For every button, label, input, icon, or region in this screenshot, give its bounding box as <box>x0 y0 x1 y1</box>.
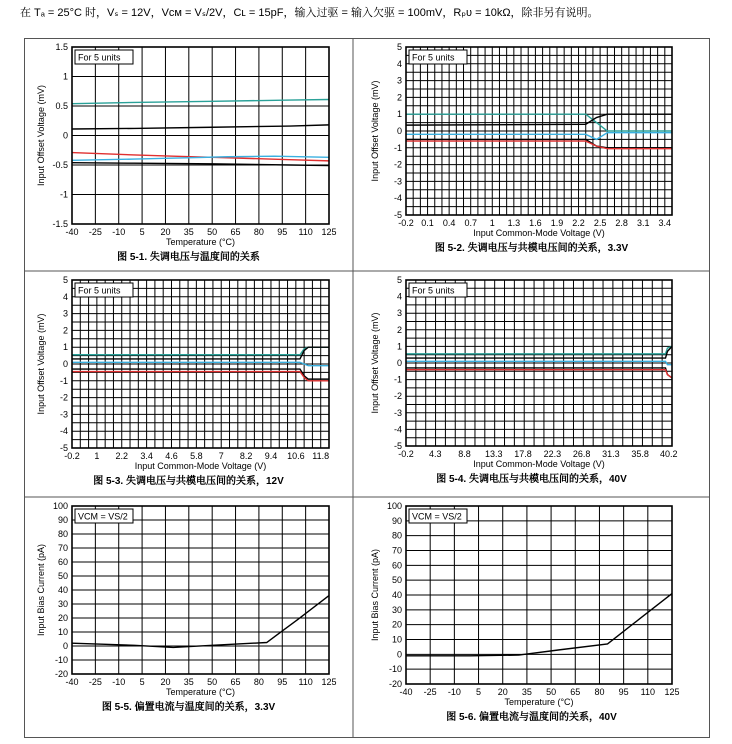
y-tick-label: 3 <box>396 308 402 319</box>
x-tick-label: 5 <box>139 677 145 687</box>
x-tick-label: 3.4 <box>140 451 153 461</box>
legend-note: For 5 units <box>412 52 455 63</box>
x-tick-label: 1 <box>489 218 495 228</box>
x-tick-label: 7 <box>218 451 224 461</box>
y-axis-title: Input Offset Voltage (mV) <box>36 313 46 415</box>
y-tick-label: 4 <box>62 291 68 302</box>
y-tick-label: 0.5 <box>55 101 68 111</box>
x-tick-label: 1.3 <box>507 218 521 228</box>
x-tick-label: 125 <box>664 687 680 697</box>
y-tick-label: -1.5 <box>52 219 68 229</box>
x-tick-label: 22.3 <box>543 449 562 459</box>
x-tick-label: 3.1 <box>636 218 650 228</box>
x-tick-label: 80 <box>253 227 264 237</box>
y-tick-label: -1 <box>393 142 402 153</box>
x-tick-label: 4.6 <box>165 451 178 461</box>
y-tick-label: 50 <box>391 575 402 586</box>
y-tick-label: -3 <box>59 409 68 420</box>
y-tick-label: -4 <box>393 424 402 435</box>
chart-panel-fig-5-6 <box>370 501 680 723</box>
x-axis-title: Input Common-Mode Voltage (V) <box>473 228 605 238</box>
y-tick-label: 0 <box>396 358 402 368</box>
x-tick-label: 110 <box>298 677 313 687</box>
x-tick-label: 31.3 <box>602 449 620 459</box>
x-tick-label: 80 <box>594 687 605 697</box>
x-tick-label: 65 <box>570 687 581 697</box>
x-tick-label: 1 <box>94 451 100 461</box>
y-tick-label: 40 <box>391 590 402 600</box>
y-tick-label: 100 <box>52 501 68 511</box>
x-tick-label: 65 <box>230 677 241 687</box>
figure-caption: 图 5-1. 失调电压与温度间的关系 <box>117 252 260 263</box>
x-tick-label: 5 <box>476 687 482 697</box>
x-tick-label: 40.2 <box>659 449 678 459</box>
x-axis-title: Input Common-Mode Voltage (V) <box>473 459 605 469</box>
y-tick-label: 60 <box>57 557 68 567</box>
legend-note: For 5 units <box>78 285 121 296</box>
y-tick-label: 70 <box>57 543 68 553</box>
x-tick-label: -10 <box>447 687 461 697</box>
y-tick-label: 5 <box>396 42 402 52</box>
x-tick-label: 10.6 <box>287 451 305 461</box>
legend-note: For 5 units <box>78 52 121 63</box>
y-tick-label: -1 <box>393 374 402 385</box>
x-tick-label: -10 <box>112 677 126 687</box>
legend-note: VCM = VS/2 <box>412 511 462 522</box>
x-tick-label: 26.8 <box>572 449 591 459</box>
y-tick-label: 3 <box>62 308 68 319</box>
x-tick-label: 95 <box>277 677 288 687</box>
y-tick-label: -20 <box>388 679 402 689</box>
x-tick-label: 4.3 <box>429 449 442 459</box>
y-axis-title: Input Bias Current (pA) <box>36 543 46 637</box>
figure-caption: 图 5-6. 偏置电流与温度间的关系，40V <box>446 712 617 723</box>
x-tick-label: 65 <box>230 227 241 237</box>
y-tick-label: 1 <box>62 71 68 82</box>
y-tick-label: 5 <box>396 275 402 285</box>
x-tick-label: 20 <box>160 677 171 687</box>
x-tick-label: -40 <box>65 227 79 237</box>
y-tick-label: 10 <box>391 634 402 645</box>
figure-caption: 图 5-3. 失调电压与共模电压间的关系，12V <box>93 476 284 487</box>
y-tick-label: 2 <box>62 325 68 336</box>
y-tick-label: 90 <box>57 515 68 525</box>
x-tick-label: 35 <box>521 687 532 697</box>
y-tick-label: -2 <box>393 159 402 170</box>
y-tick-label: 70 <box>391 545 402 556</box>
x-tick-label: 2.2 <box>115 451 128 461</box>
x-tick-label: 20 <box>160 227 171 237</box>
y-tick-label: 80 <box>391 530 402 541</box>
y-axis-title: Input Offset Voltage (mV) <box>370 80 380 182</box>
x-tick-label: -0.2 <box>398 449 414 459</box>
panels-layer <box>24 38 710 738</box>
y-tick-label: -10 <box>54 655 68 665</box>
x-axis-title: Temperature (°C) <box>165 237 236 247</box>
y-tick-label: 4 <box>396 291 402 302</box>
y-tick-label: -2 <box>393 391 402 402</box>
y-tick-label: 0 <box>396 126 402 136</box>
x-axis-title: Temperature (°C) <box>504 697 574 707</box>
y-tick-label: 2 <box>396 324 402 335</box>
y-tick-label: 10 <box>57 627 68 637</box>
y-tick-label: 0 <box>62 130 68 141</box>
chart-panel-fig-5-2 <box>370 42 672 254</box>
y-tick-label: 80 <box>57 529 68 539</box>
x-tick-label: 0.1 <box>421 218 434 228</box>
y-tick-label: -3 <box>393 176 402 187</box>
y-tick-label: 90 <box>391 515 402 526</box>
x-tick-label: 50 <box>207 227 218 237</box>
x-tick-label: 50 <box>546 687 557 697</box>
y-tick-label: 1 <box>396 341 402 352</box>
y-tick-label: 4 <box>396 58 402 69</box>
x-tick-label: 1.6 <box>529 218 542 228</box>
y-tick-label: -0.5 <box>52 160 68 170</box>
x-tick-label: 0.4 <box>442 218 456 228</box>
x-tick-label: 17.8 <box>514 449 532 459</box>
x-tick-label: 35.8 <box>631 449 649 459</box>
x-tick-label: -0.2 <box>398 218 414 228</box>
y-tick-label: 2 <box>396 92 402 103</box>
y-tick-label: 50 <box>57 571 68 581</box>
y-tick-label: 1 <box>62 342 68 353</box>
y-tick-label: -20 <box>54 669 68 679</box>
x-tick-label: -25 <box>88 227 102 237</box>
y-tick-label: -4 <box>393 193 402 204</box>
x-tick-label: -0.2 <box>64 451 80 461</box>
x-tick-label: 35 <box>183 227 194 237</box>
figure-caption: 图 5-2. 失调电压与共模电压间的关系，3.3V <box>434 243 629 254</box>
x-tick-label: 8.2 <box>239 451 253 461</box>
y-tick-label: 0 <box>62 641 68 651</box>
y-tick-label: 1 <box>396 109 402 120</box>
y-tick-label: 0 <box>396 649 402 660</box>
x-tick-label: 50 <box>207 677 218 687</box>
chart-panel-fig-5-5 <box>36 501 337 713</box>
y-tick-label: -5 <box>393 210 402 220</box>
chart-panel-fig-5-1 <box>36 42 337 263</box>
x-tick-label: 110 <box>640 687 655 697</box>
x-tick-label: 95 <box>618 687 629 697</box>
figure-grid <box>24 38 710 738</box>
x-tick-label: -25 <box>423 687 437 697</box>
x-tick-label: 125 <box>321 677 337 687</box>
y-tick-label: -2 <box>59 392 68 403</box>
x-tick-label: 0.7 <box>464 218 477 228</box>
y-tick-label: 30 <box>391 604 402 615</box>
x-tick-label: -25 <box>88 677 102 687</box>
x-tick-label: 2.8 <box>615 218 628 228</box>
y-tick-label: -4 <box>59 426 68 437</box>
x-tick-label: 35 <box>183 677 194 687</box>
x-tick-label: 3.4 <box>658 218 672 228</box>
x-tick-label: 110 <box>298 227 313 237</box>
x-tick-label: 5 <box>139 227 145 237</box>
x-tick-label: 2.5 <box>593 218 607 228</box>
y-tick-label: -10 <box>388 664 402 675</box>
y-tick-label: -3 <box>393 407 402 418</box>
x-tick-label: 80 <box>253 677 264 687</box>
y-tick-label: -5 <box>393 441 402 451</box>
conditions-note: 在 Tₐ = 25°C 时，Vₛ = 12V，Vᴄᴍ = Vₛ/2V，Cʟ = 15pF，输入过驱 = 输入欠驱 = 100mV，Rₚᴜ = 10kΩ，除非另有说明。 <box>20 7 599 19</box>
y-tick-label: 30 <box>57 599 68 609</box>
y-tick-label: 1.5 <box>55 42 68 52</box>
y-axis-title: Input Offset Voltage (mV) <box>370 312 380 414</box>
x-tick-label: 13.3 <box>485 449 503 459</box>
legend-note: For 5 units <box>412 285 455 296</box>
y-tick-label: 0 <box>62 359 68 369</box>
x-tick-label: 20 <box>497 687 508 697</box>
figure-caption: 图 5-5. 偏置电流与温度间的关系，3.3V <box>101 702 276 713</box>
y-tick-label: 40 <box>57 585 68 595</box>
chart-panel-fig-5-3 <box>36 275 329 487</box>
x-tick-label: 8.8 <box>458 449 471 459</box>
x-tick-label: 1.9 <box>550 218 564 228</box>
chart-panel-fig-5-4 <box>370 275 678 485</box>
x-axis-title: Input Common-Mode Voltage (V) <box>134 461 267 471</box>
x-tick-label: -40 <box>65 677 79 687</box>
x-tick-label: -10 <box>112 227 126 237</box>
y-tick-label: 5 <box>62 275 68 285</box>
figure-caption: 图 5-4. 失调电压与共模电压间的关系，40V <box>436 474 627 485</box>
y-tick-label: 20 <box>57 613 68 623</box>
x-axis-title: Temperature (°C) <box>165 687 236 697</box>
y-tick-label: 3 <box>396 75 402 86</box>
x-tick-label: 2.2 <box>572 218 585 228</box>
x-tick-label: -40 <box>399 687 413 697</box>
y-tick-label: 60 <box>391 560 402 571</box>
y-tick-label: -1 <box>59 375 68 386</box>
y-tick-label: -1 <box>59 189 68 200</box>
x-tick-label: 9.4 <box>264 451 278 461</box>
y-axis-title: Input Offset Voltage (mV) <box>36 85 46 186</box>
legend-note: VCM = VS/2 <box>78 511 128 522</box>
x-tick-label: 11.8 <box>312 451 330 461</box>
x-tick-label: 125 <box>321 227 337 237</box>
x-tick-label: 5.8 <box>190 451 203 461</box>
y-axis-title: Input Bias Current (pA) <box>370 548 380 642</box>
y-tick-label: 20 <box>391 619 402 630</box>
y-tick-label: 100 <box>386 501 402 511</box>
y-tick-label: -5 <box>59 443 68 453</box>
x-tick-label: 95 <box>277 227 288 237</box>
